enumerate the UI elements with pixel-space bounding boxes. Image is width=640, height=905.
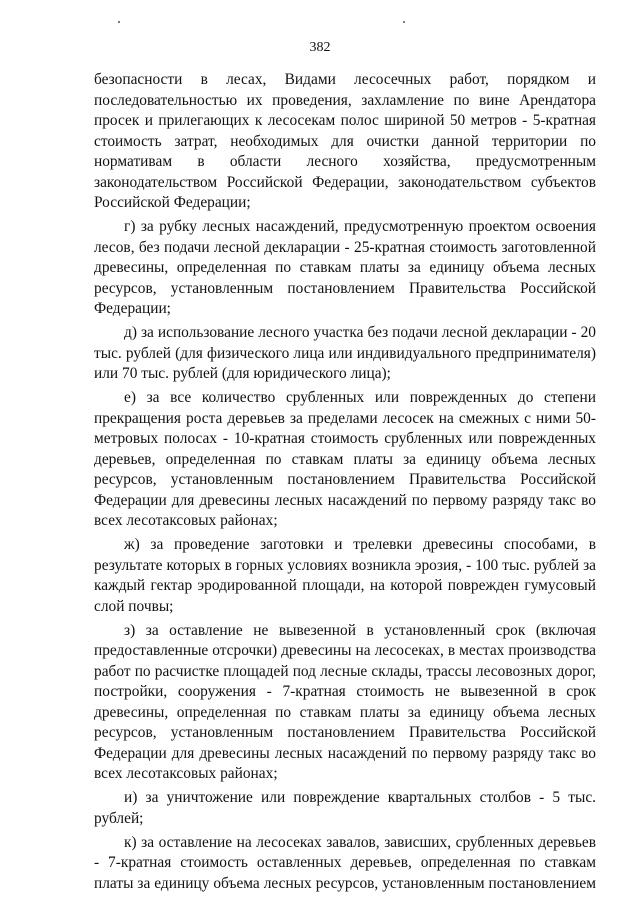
paragraph-item-i: и) за уничтожение или повреждение квартальных столбов - 5 тыс. рублей; [94,789,596,827]
paragraph-continuation: безопасности в лесах, Видами лесосечных работ, порядком и последовательностью их проведения, захламление по вине Арендатора просек и прилегающих к лесосекам полос шириной 50 метров - 5-кратная стоимость затрат, необходимых для очистки данной территории по нормативам в области лесного хозяйства, предусмотренным законодательством Российской Федерации, законодательством субъектов Российской Федерации; [94,71,596,211]
page-number: 382 [309,40,331,55]
paragraph-item-z: з) за оставление не вывезенной в установленный срок (включая предоставленные отсрочки) древесины на лесосеках, в местах производства работ по расчистке площадей под лесные склады, трассы лесовозных дорог, постройки, сооружения - 7-кратная стоимость не вывезенной в срок древесины, определенная по ставкам платы за единицу объема лесных ресурсов, установленным постановлением Правительства Российской Федерации для древесины лесных насаждений по первому разряду такс во всех лесотаксовых районах; [94,621,596,782]
paragraph-item-g: г) за рубку лесных насаждений, предусмотренную проектом освоения лесов, без подачи лесной декларации - 25-кратная стоимость заготовленной древесины, определенная по ставкам платы за единицу объема лесных ресурсов, установленным постановлением Правительства Российской Федерации; [94,218,596,317]
scan-speck [118,21,120,23]
document-body [94,70,596,898]
paragraph-item-zh: ж) за проведение заготовки и трелевки древесины способами, в результате которых в горных условиях возникла эрозия, - 100 тыс. рублей за каждый гектар эродированной площади, на которой поврежден гумусовый слой почвы; [94,536,596,615]
scan-speck [403,21,405,23]
paragraph-item-k: к) за оставление на лесосеках завалов, зависших, срубленных деревьев - 7-кратная стоимость оставленных деревьев, определенная по ставкам платы за единицу объема лесных ресурсов, установленным постановлением [94,833,596,892]
paragraph-item-e: е) за все количество срубленных или поврежденных до степени прекращения роста деревьев за пределами лесосек на смежных с ними 50-метровых полосах - 10-кратная стоимость срубленных или поврежденных деревьев, определенная по ставкам платы за единицу объема лесных ресурсов, установленным постановлением Правительства Российской Федерации для древесины лесных насаждений по первому разряду такс во всех лесотаксовых районах; [94,389,596,529]
paragraph-item-d: д) за использование лесного участка без подачи лесной декларации - 20 тыс. рублей (для физического лица или индивидуального предпринимателя) или 70 тыс. рублей (для юридического лица); [94,324,596,382]
